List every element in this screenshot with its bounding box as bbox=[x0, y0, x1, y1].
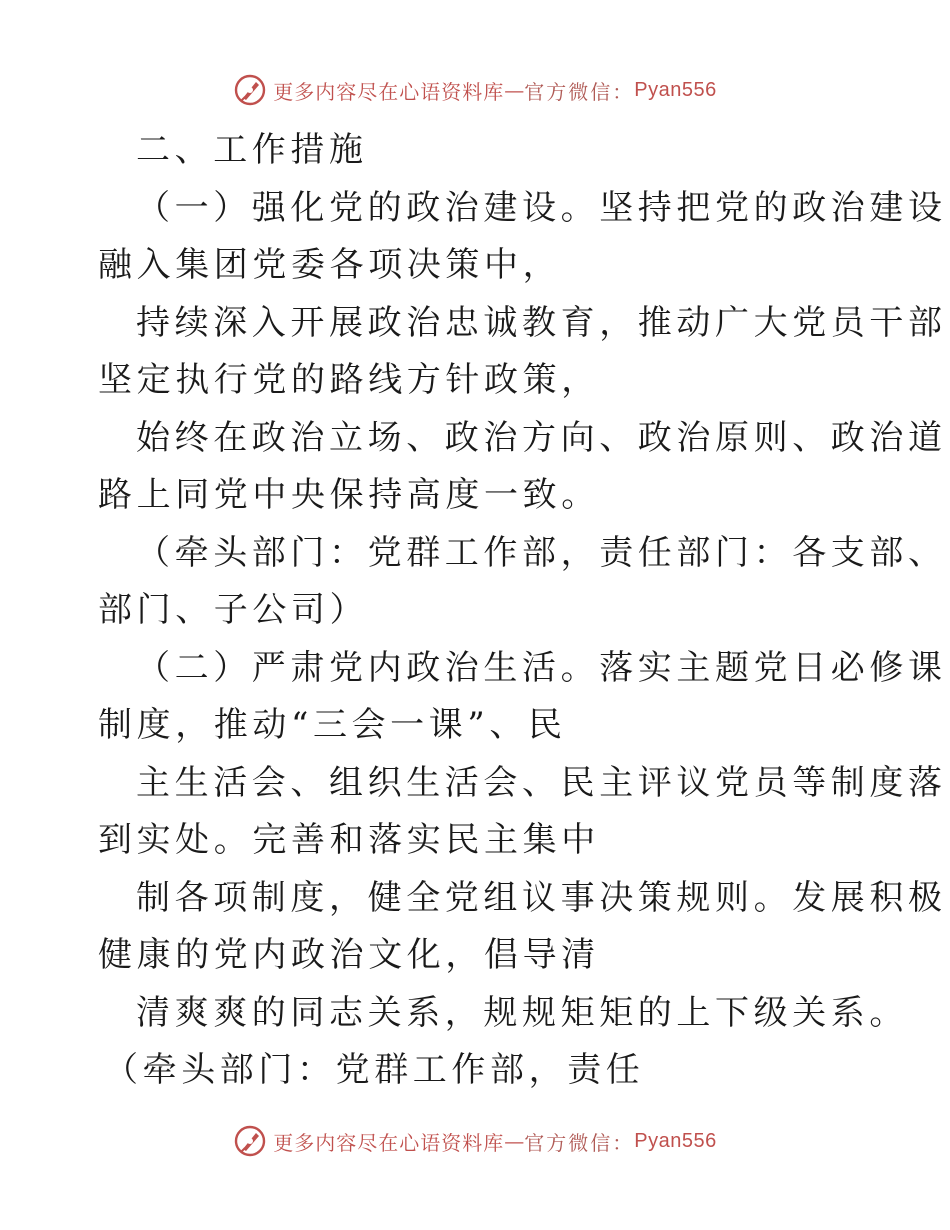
header-banner bbox=[0, 70, 950, 110]
paragraph-line: 持续深入开展政治忠诚教育，推动广大党员干部 bbox=[136, 302, 947, 343]
footer-wechat-id: Pyan556 bbox=[634, 1129, 717, 1152]
paragraph-line: 融入集团党委各项决策中， bbox=[98, 245, 562, 285]
header-wechat-label: 官方微信： bbox=[524, 79, 635, 104]
footer-dash: — bbox=[504, 1129, 525, 1153]
section-heading: 二、工作措施 bbox=[136, 130, 368, 170]
document-body bbox=[98, 122, 947, 1100]
paragraph-line: 制各项制度，健全党组议事决策规则。发展积极 bbox=[136, 877, 947, 918]
header-dash: — bbox=[504, 78, 525, 102]
footer-banner bbox=[0, 1121, 950, 1161]
paragraph-line: （牵头部门：党群工作部，责任 bbox=[104, 1050, 645, 1090]
paragraph-line: 制度，推动“三会一课”、民 bbox=[98, 705, 567, 745]
paragraph-line: 坚定执行党的路线方针政策， bbox=[98, 360, 600, 400]
footer-brand-text: 更多内容尽在心语资料库 bbox=[273, 1130, 505, 1155]
paragraph-line: （二）严肃党内政治生活。落实主题党日必修课 bbox=[136, 647, 947, 688]
header-wechat-id: Pyan556 bbox=[634, 78, 717, 101]
paragraph-line: 健康的党内政治文化，倡导清 bbox=[98, 935, 600, 975]
paragraph-line: 路上同党中央保持高度一致。 bbox=[98, 475, 600, 515]
paragraph-line: 到实处。完善和落实民主集中 bbox=[98, 820, 600, 860]
paragraph-line: 清爽爽的同志关系，规规矩矩的上下级关系。 bbox=[136, 992, 908, 1033]
paragraph-line: （牵头部门：党群工作部，责任部门：各支部、 bbox=[136, 532, 947, 573]
paragraph-line: 主生活会、组织生活会、民主评议党员等制度落 bbox=[136, 762, 947, 803]
footer-wechat-label: 官方微信： bbox=[524, 1130, 635, 1155]
header-brand-text: 更多内容尽在心语资料库 bbox=[273, 79, 505, 104]
paragraph-line: （一）强化党的政治建设。坚持把党的政治建设 bbox=[136, 187, 947, 228]
quill-pen-logo-icon bbox=[233, 1124, 267, 1158]
quill-pen-logo-icon bbox=[233, 73, 267, 107]
paragraph-line: 部门、子公司） bbox=[98, 590, 369, 630]
paragraph-line: 始终在政治立场、政治方向、政治原则、政治道 bbox=[136, 417, 947, 458]
